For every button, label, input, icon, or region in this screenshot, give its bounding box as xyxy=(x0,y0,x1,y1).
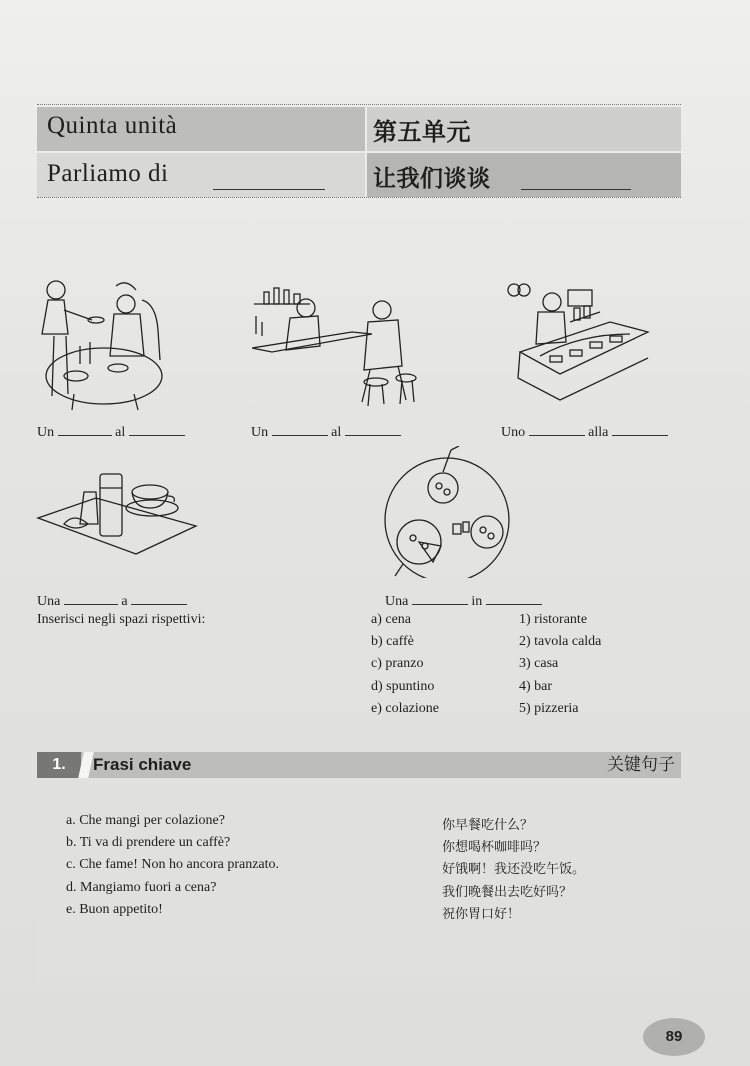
key-phrase-cn-c: 好饿啊！我还没吃午饭。 xyxy=(442,862,586,877)
caption-blank[interactable] xyxy=(64,590,118,605)
caption-word: a xyxy=(121,594,128,609)
key-phrase-it-a: a. Che mangi per colazione? xyxy=(66,813,225,828)
option-left-e: e) colazione xyxy=(371,701,440,716)
subtitle-blank-cn[interactable] xyxy=(521,189,631,190)
caption-word: Un xyxy=(251,425,269,440)
caption-word: al xyxy=(115,425,126,440)
caption-blank[interactable] xyxy=(612,421,668,436)
caption-blank[interactable] xyxy=(486,590,542,605)
caption-word: Una xyxy=(37,594,61,609)
option-right-5: 5) pizzeria xyxy=(519,701,579,716)
caption-restaurant xyxy=(37,421,185,441)
unit-title-chinese: 第五单元 xyxy=(373,118,471,146)
caption-self-service xyxy=(501,421,668,441)
exercise-instruction: Inserisci negli spazi rispettivi: xyxy=(37,612,206,627)
option-left-a: a) cena xyxy=(371,612,412,627)
page-number: 89 xyxy=(643,1018,705,1056)
self-service-counter-illustration xyxy=(500,282,650,412)
caption-word: alla xyxy=(588,425,609,440)
key-phrase-it-e: e. Buon appetito! xyxy=(66,902,163,917)
breakfast-illustration xyxy=(36,468,198,558)
caption-blank[interactable] xyxy=(131,590,187,605)
caption-word: in xyxy=(471,594,483,609)
caption-pizzeria xyxy=(385,590,542,610)
section-title-chinese: 关键句子 xyxy=(607,755,675,775)
unit-title-italian: Quinta unità xyxy=(47,112,178,139)
key-phrase-cn-a: 你早餐吃什么？ xyxy=(442,818,534,833)
unit-header xyxy=(37,104,681,198)
key-phrase-cn-b: 你想喝杯咖啡吗？ xyxy=(442,840,547,855)
key-phrase-it-c: c. Che fame! Non ho ancora pranzato. xyxy=(66,857,280,872)
bar-counter-illustration xyxy=(252,286,422,408)
option-right-3: 3) casa xyxy=(519,656,559,671)
pizzeria-illustration xyxy=(383,446,515,578)
option-right-4: 4) bar xyxy=(519,679,553,694)
caption-blank[interactable] xyxy=(272,421,328,436)
caption-blank[interactable] xyxy=(58,421,112,436)
caption-word: Uno xyxy=(501,425,526,440)
option-left-c: c) pranzo xyxy=(371,656,424,671)
caption-bar xyxy=(251,421,401,441)
key-phrase-it-b: b. Ti va di prendere un caffè? xyxy=(66,835,231,850)
subtitle-italian: Parliamo di xyxy=(47,160,169,187)
option-right-2: 2) tavola calda xyxy=(519,634,602,649)
caption-breakfast xyxy=(37,590,187,610)
caption-word: Un xyxy=(37,425,55,440)
caption-word: al xyxy=(331,425,342,440)
caption-blank[interactable] xyxy=(345,421,401,436)
subtitle-blank-it[interactable] xyxy=(213,189,325,190)
caption-blank[interactable] xyxy=(129,421,185,436)
option-left-b: b) caffè xyxy=(371,634,414,649)
option-left-d: d) spuntino xyxy=(371,679,435,694)
restaurant-dinner-illustration xyxy=(34,276,166,412)
section-number: 1. xyxy=(37,752,81,778)
caption-word: Una xyxy=(385,594,409,609)
key-phrase-cn-e: 祝你胃口好！ xyxy=(442,907,521,922)
caption-blank[interactable] xyxy=(412,590,468,605)
key-phrase-cn-d: 我们晚餐出去吃好吗？ xyxy=(442,885,573,900)
key-phrase-it-d: d. Mangiamo fuori a cena? xyxy=(66,880,217,895)
caption-blank[interactable] xyxy=(529,421,585,436)
section-title: Frasi chiave xyxy=(93,755,192,774)
subtitle-chinese: 让我们谈谈 xyxy=(373,166,491,192)
section-header xyxy=(37,752,681,778)
option-right-1: 1) ristorante xyxy=(519,612,588,627)
